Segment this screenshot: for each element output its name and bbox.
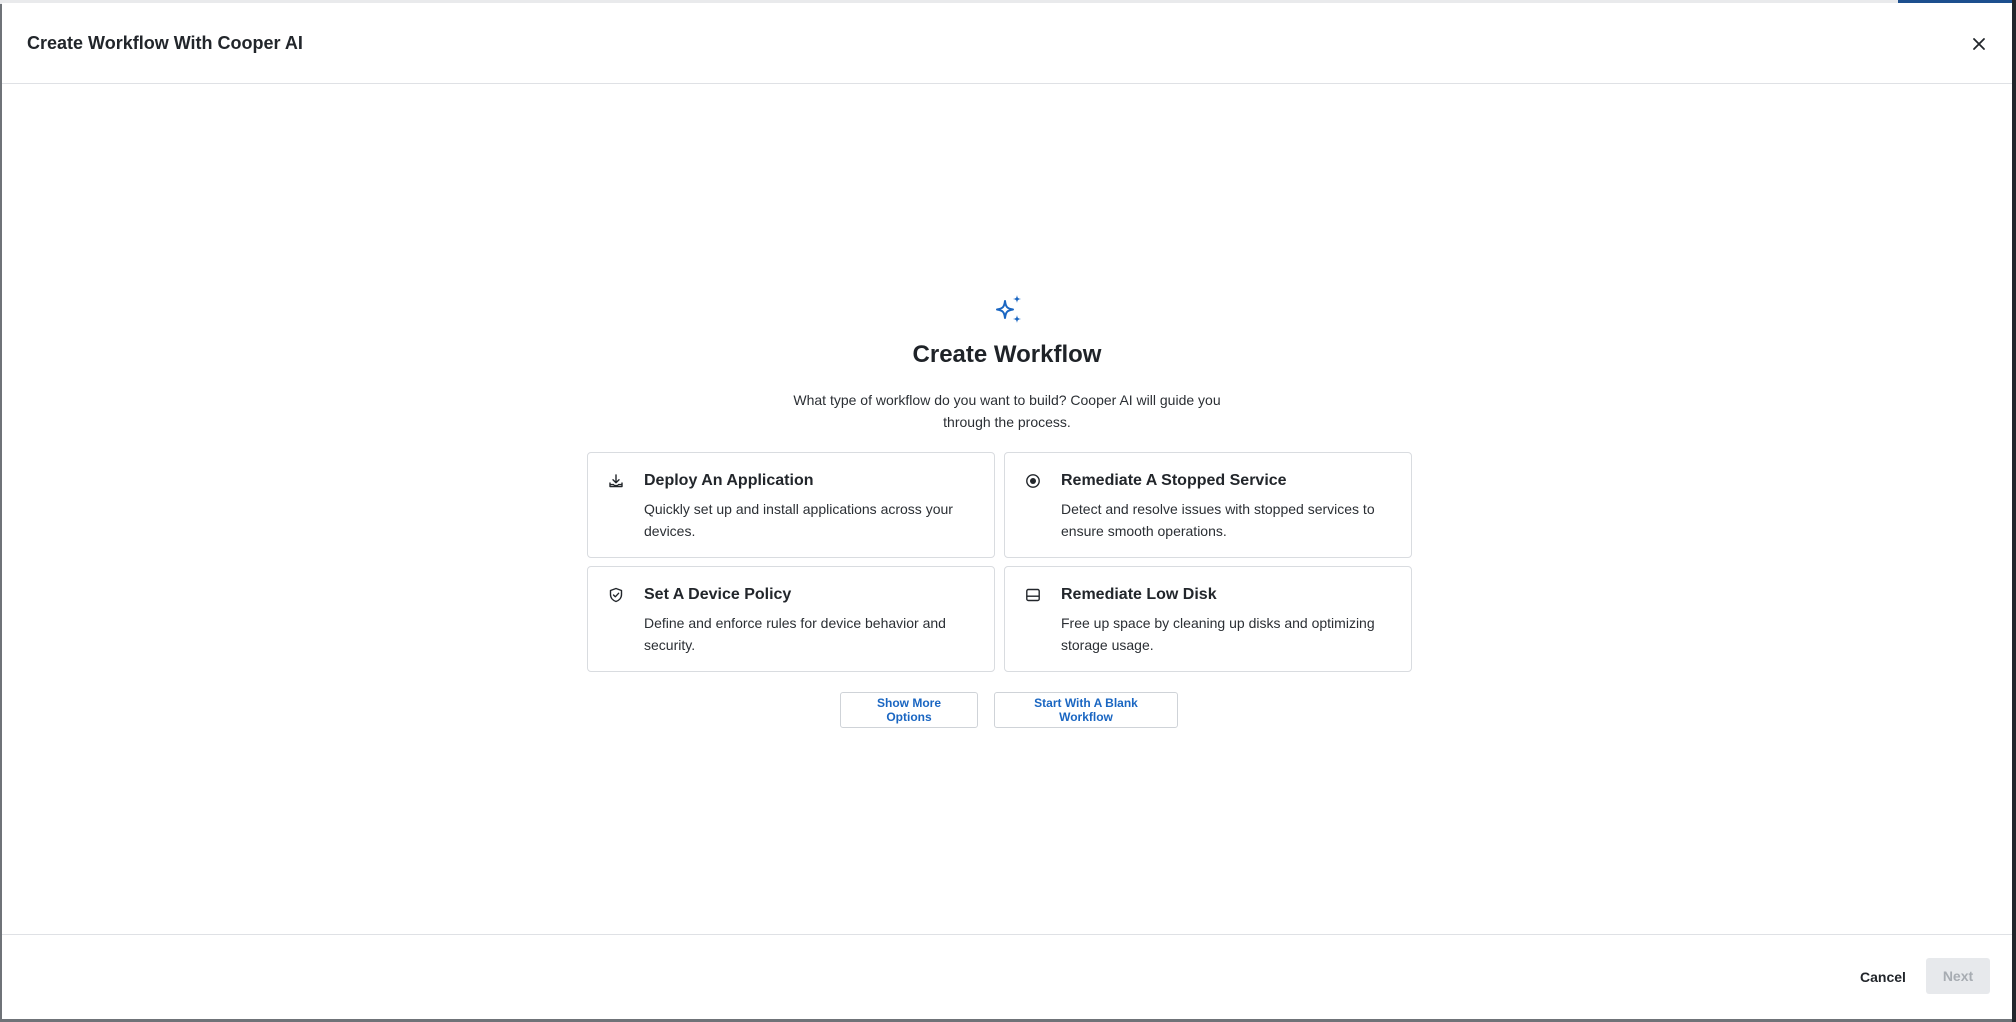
option-title: Remediate A Stopped Service: [1061, 472, 1287, 489]
show-more-options-button[interactable]: Show More Options: [840, 692, 978, 728]
modal-title: Create Workflow With Cooper AI: [27, 33, 303, 53]
shield-check-icon: [608, 587, 624, 603]
download-tray-icon: [608, 473, 624, 489]
close-icon[interactable]: [1970, 35, 1988, 53]
create-workflow-modal: [2, 3, 2012, 1019]
option-description: Free up space by cleaning up disks and optimizing storage usage.: [1061, 615, 1375, 653]
option-title: Deploy An Application: [644, 472, 814, 489]
hero-subtitle: What type of workflow do you want to build? Cooper AI will guide you through the process.: [793, 392, 1221, 430]
option-description: Define and enforce rules for device behavior and security.: [644, 615, 946, 653]
start-blank-workflow-button[interactable]: Start With A Blank Workflow: [994, 692, 1178, 728]
modal-body: [2, 84, 2012, 934]
sparkle-icon: [992, 293, 1026, 327]
option-card-remediate-stopped-service[interactable]: [1004, 452, 1412, 558]
option-title: Remediate Low Disk: [1061, 586, 1217, 603]
option-description: Detect and resolve issues with stopped services to ensure smooth operations.: [1061, 501, 1375, 539]
modal-header: [2, 3, 2012, 84]
modal-footer: [2, 934, 2012, 1019]
option-card-deploy-application[interactable]: [587, 452, 995, 558]
radio-stop-icon: [1025, 473, 1041, 489]
background-edge: [2012, 0, 2016, 1022]
disk-drive-icon: [1025, 587, 1041, 603]
option-title: Set A Device Policy: [644, 586, 792, 603]
option-card-remediate-low-disk[interactable]: [1004, 566, 1412, 672]
option-description: Quickly set up and install applications across your devices.: [644, 501, 953, 539]
option-card-set-device-policy[interactable]: [587, 566, 995, 672]
cancel-button[interactable]: Cancel: [1848, 959, 1918, 995]
hero-title: Create Workflow: [912, 341, 1102, 368]
next-button[interactable]: Next: [1926, 958, 1990, 994]
